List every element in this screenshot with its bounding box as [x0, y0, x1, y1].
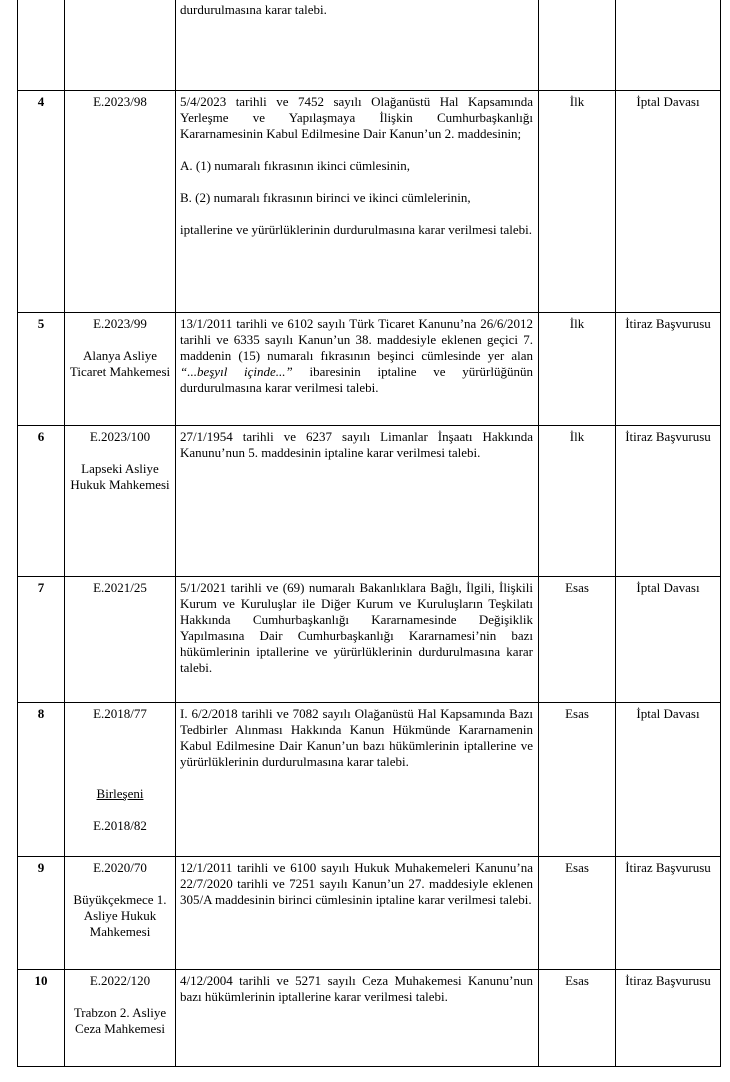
esas-number: [65, 0, 176, 91]
row-number: 8: [18, 703, 65, 857]
joined-case-label: Birleşeni: [96, 786, 144, 801]
review-stage: İlk: [539, 313, 616, 426]
court-name: Lapseki Asliye Hukuk Mahkemesi: [70, 461, 170, 492]
quoted-phrase: “...beşyıl içinde...”: [180, 364, 293, 379]
esas-number: E.2023/98: [65, 91, 176, 313]
case-table: [17, 0, 721, 1067]
review-stage: Esas: [539, 577, 616, 703]
row-number: 10: [18, 970, 65, 1067]
subject-text: 13/1/2011 tarihli ve 6102 sayılı Türk Ticaret Kanunu’na 26/6/2012 tarihli ve 6335 sayılı Kanun’un 38. maddesiyle eklenen geçici 7. maddenin (15) numaralı fıkrasının beşinci cümlesinde yer alan “...beşyıl içinde...” ibaresinin iptaline ve yürürlüğünün durdurulmasına karar verilmesi talebi.: [176, 313, 539, 426]
review-stage: İlk: [539, 426, 616, 577]
table-row: [18, 703, 721, 857]
row-number: 7: [18, 577, 65, 703]
table-row: [18, 0, 721, 91]
subject-paragraph: B. (2) numaralı fıkrasının birinci ve ikinci cümlelerinin,: [180, 190, 471, 205]
review-stage: İlk: [539, 91, 616, 313]
esas-code: E.2018/77: [93, 706, 147, 721]
court-name: Trabzon 2. Asliye Ceza Mahkemesi: [73, 1005, 167, 1036]
subject-text: 4/12/2004 tarihli ve 5271 sayılı Ceza Muhakemesi Kanunu’nun bazı hükümlerinin iptallerine karar verilmesi talebi.: [176, 970, 539, 1067]
esas-code: E.2023/99: [93, 316, 147, 331]
court-name: Büyükçekmece 1. Asliye Hukuk Mahkemesi: [73, 892, 167, 939]
table-row: [18, 577, 721, 703]
court-name: Alanya Asliye Ticaret Mahkemesi: [69, 348, 171, 379]
subject-text: 5/1/2021 tarihli ve (69) numaralı Bakanlıklara Bağlı, İlgili, İlişkili Kurum ve Kuruluşlar ile Diğer Kurum ve Kuruluşların Teşkilatı Hakkında Cumhurbaşkanlığı Kararnamesinde Değişiklik Yapılmasına Dair Cumhurbaşkanlığı Kararnamesi’nin bazı hükümlerinin iptallerine ve yürürlüklerinin durdurulmasına karar talebi.: [176, 577, 539, 703]
table-row: [18, 313, 721, 426]
case-type: İtiraz Başvurusu: [616, 857, 721, 970]
subject-paragraph: A. (1) numaralı fıkrasının ikinci cümlesinin,: [180, 158, 410, 173]
case-type: İtiraz Başvurusu: [616, 426, 721, 577]
esas-number: [65, 970, 176, 1067]
joined-esas-code: E.2018/82: [93, 818, 147, 833]
esas-number: [65, 313, 176, 426]
subject-paragraph: 5/4/2023 tarihli ve 7452 sayılı Olağanüstü Hal Kapsamında Yerleşme ve Yapılaşmaya İlişkin Cumhurbaşkanlığı Kararnamesinin Kabul Edilmesine Dair Kanun’un 2. maddesinin;: [180, 94, 533, 141]
review-stage: Esas: [539, 857, 616, 970]
table-row: [18, 426, 721, 577]
case-type: İptal Davası: [616, 91, 721, 313]
case-type: [616, 0, 721, 91]
row-number: 4: [18, 91, 65, 313]
table-row: [18, 857, 721, 970]
review-stage: Esas: [539, 970, 616, 1067]
row-number: 6: [18, 426, 65, 577]
subject-text: durdurulmasına karar talebi.: [176, 0, 539, 91]
review-stage: [539, 0, 616, 91]
esas-number: [65, 703, 176, 857]
row-number: [18, 0, 65, 91]
subject-text: 12/1/2011 tarihli ve 6100 sayılı Hukuk Muhakemeleri Kanunu’na 22/7/2020 tarihli ve 7251 sayılı Kanun’un 27. maddesiyle eklenen 305/A maddesinin birinci cümlesinin iptaline karar verilmesi talebi.: [176, 857, 539, 970]
subject-paragraph: iptallerine ve yürürlüklerinin durdurulmasına karar verilmesi talebi.: [180, 222, 532, 237]
case-type: İptal Davası: [616, 703, 721, 857]
esas-number: [65, 426, 176, 577]
case-type: İtiraz Başvurusu: [616, 970, 721, 1067]
subject-text: [176, 91, 539, 313]
review-stage: Esas: [539, 703, 616, 857]
case-type: İtiraz Başvurusu: [616, 313, 721, 426]
esas-code: E.2023/100: [89, 429, 151, 444]
esas-code: E.2020/70: [93, 860, 147, 875]
case-type: İptal Davası: [616, 577, 721, 703]
esas-number: E.2021/25: [65, 577, 176, 703]
table-row: [18, 91, 721, 313]
subject-text: 27/1/1954 tarihli ve 6237 sayılı Limanlar İnşaatı Hakkında Kanunu’nun 5. maddesinin iptaline karar verilmesi talebi.: [176, 426, 539, 577]
row-number: 9: [18, 857, 65, 970]
esas-code: E.2022/120: [89, 973, 151, 988]
esas-number: [65, 857, 176, 970]
table-row: [18, 970, 721, 1067]
row-number: 5: [18, 313, 65, 426]
subject-text: I. 6/2/2018 tarihli ve 7082 sayılı Olağanüstü Hal Kapsamında Bazı Tedbirler Alınması Hakkında Kanun Hükmünde Kararnamenin Kabul Edilmesine Dair Kanun’un bazı hükümlerinin iptallerine ve yürürlüklerinin durdurulmasına karar talebi.: [176, 703, 539, 857]
